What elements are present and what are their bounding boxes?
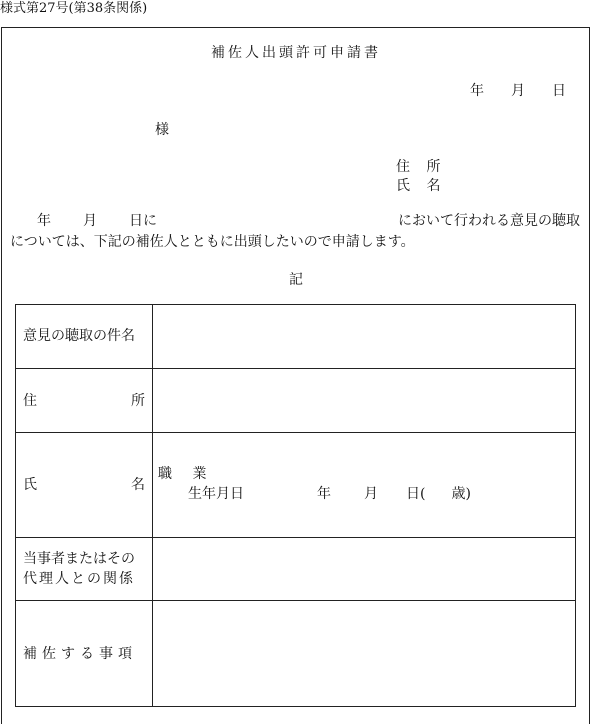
applicant-address-label: 住 所 bbox=[396, 159, 447, 175]
hearing-subject-label: 意見の聴取の件名 bbox=[23, 328, 135, 344]
assist-matters-label: 補佐する事項 bbox=[23, 646, 137, 662]
assistant-name-label: 氏 名 bbox=[23, 477, 145, 493]
row-assist-matters bbox=[16, 600, 575, 709]
row-hearing-subject bbox=[16, 305, 575, 368]
body-date bbox=[37, 214, 157, 228]
date-line bbox=[470, 84, 566, 98]
row-name bbox=[16, 432, 575, 538]
date-month-label: 月 bbox=[511, 83, 525, 99]
ki-label: 記 bbox=[289, 272, 303, 288]
row-address bbox=[16, 368, 575, 433]
form-title: 補佐人出頭許可申請書 bbox=[211, 45, 381, 61]
record-table bbox=[15, 304, 576, 707]
birth-date-label: 生年月日 bbox=[188, 486, 244, 502]
body-year-label: 年 bbox=[37, 213, 51, 229]
birth-year-label: 年 bbox=[317, 486, 331, 502]
addressee-suffix: 様 bbox=[155, 122, 169, 138]
applicant-name-label: 氏 名 bbox=[396, 178, 447, 194]
body-line2: については、下記の補佐人とともに出頭したいので申請します。 bbox=[10, 234, 415, 250]
date-year-label: 年 bbox=[470, 83, 484, 99]
occupation-label: 職 業 bbox=[158, 466, 215, 482]
body-month-label: 月 bbox=[83, 213, 97, 229]
body-day-label: 日に bbox=[129, 213, 157, 229]
date-day-label: 日 bbox=[552, 83, 566, 99]
form-number: 様式第27号(第38条関係) bbox=[0, 1, 148, 16]
assistant-address-label: 住 所 bbox=[23, 393, 145, 409]
age-label: 歳) bbox=[451, 486, 471, 502]
body-line1-tail: において行われる意見の聴取 bbox=[398, 213, 580, 229]
relationship-label: 当事者またはその 代理人との関係 bbox=[23, 551, 135, 587]
row-relationship bbox=[16, 537, 575, 601]
birth-month-label: 月 bbox=[364, 486, 378, 502]
birth-day-label: 日( bbox=[406, 486, 426, 502]
birth-date-line bbox=[188, 487, 471, 501]
